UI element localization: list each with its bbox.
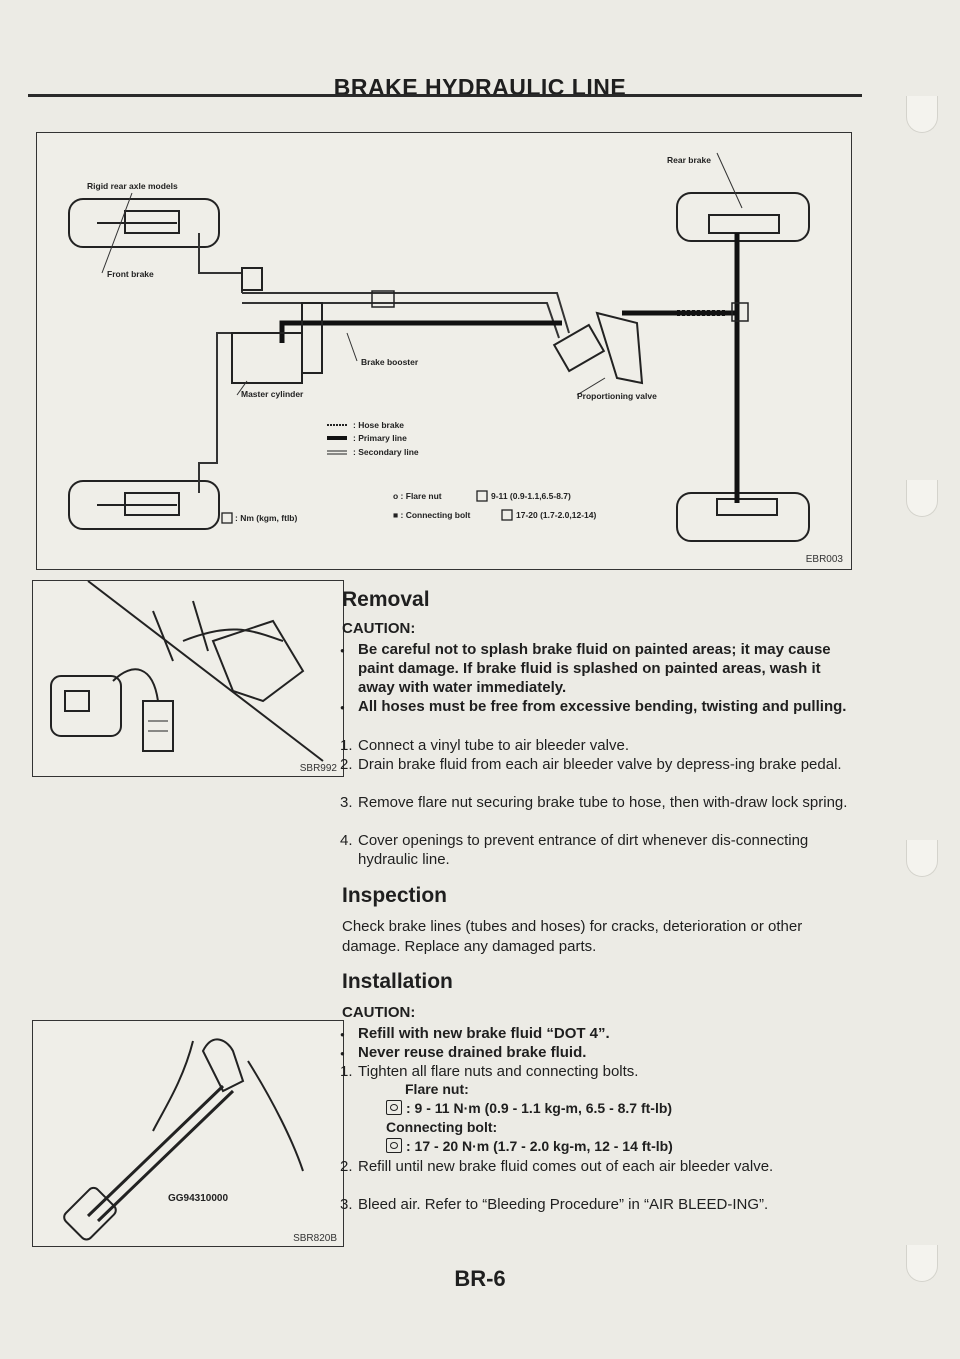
connecting-bolt-label: Connecting bolt: bbox=[386, 1119, 498, 1135]
flare-nut-label: Flare nut: bbox=[405, 1081, 469, 1097]
figure-code: EBR003 bbox=[805, 554, 843, 565]
removal-step: 2. Drain brake fluid from each air bleeder valve by depress-ing brake pedal. bbox=[340, 756, 842, 773]
removal-caution: CAUTION: bbox=[342, 620, 416, 637]
title-divider bbox=[28, 94, 862, 97]
tool-label: GG94310000 bbox=[168, 1193, 229, 1204]
brake-line-diagram bbox=[36, 132, 852, 570]
removal-bullet: ● Be careful not to splash brake fluid on painted areas; it may cause paint damage. If brake fluid is splashed on painted areas, wash it away with water immediately. bbox=[358, 640, 854, 697]
removal-step: 1. Connect a vinyl tube to air bleeder valve. bbox=[340, 737, 629, 754]
page-tab-marker bbox=[906, 96, 938, 133]
installation-bullet: ● Refill with new brake fluid “DOT 4”. bbox=[358, 1024, 854, 1043]
brake-line-drawing bbox=[37, 133, 851, 569]
inspection-text: Check brake lines (tubes and hoses) for cracks, deterioration or other damage. Replace any damaged parts. bbox=[342, 918, 803, 955]
legend-flare-nut: o : Flare nut bbox=[393, 491, 442, 501]
removal-step: 4. Cover openings to prevent entrance of dirt whenever dis-connecting hydraulic line. bbox=[340, 832, 809, 868]
label-proportioning-valve: Proportioning valve bbox=[577, 391, 657, 401]
installation-step: 1. Tighten all flare nuts and connecting bolts. bbox=[340, 1063, 639, 1080]
figure-code: SBR992 bbox=[299, 763, 337, 774]
figure-code: SBR820B bbox=[293, 1233, 337, 1244]
bleeder-illustration bbox=[32, 580, 344, 777]
removal-heading: Removal bbox=[342, 588, 430, 611]
installation-step: 2. Refill until new brake fluid comes out of each air bleeder valve. bbox=[340, 1158, 774, 1175]
torque-icon bbox=[386, 1138, 402, 1153]
flare-nut-spec: : 9 - 11 N·m (0.9 - 1.1 kg-m, 6.5 - 8.7 ft-lb) bbox=[386, 1100, 672, 1116]
installation-step: 3. Bleed air. Refer to “Bleeding Procedure” in “AIR BLEED-ING”. bbox=[340, 1196, 769, 1213]
page-title: BRAKE HYDRAULIC LINE bbox=[333, 74, 627, 100]
bleeder-drawing bbox=[33, 581, 343, 776]
label-rigid-rear: Rigid rear axle models bbox=[87, 181, 178, 191]
page-tab-marker bbox=[906, 480, 938, 517]
legend-primary: : Primary line bbox=[353, 433, 407, 443]
legend-secondary: : Secondary line bbox=[353, 447, 419, 457]
page-number: BR-6 bbox=[454, 1266, 506, 1291]
torque-icon bbox=[386, 1100, 402, 1115]
label-rear-brake: Rear brake bbox=[667, 155, 711, 165]
connecting-bolt-spec: : 17 - 20 N·m (1.7 - 2.0 kg-m, 12 - 14 ft-lb) bbox=[386, 1138, 673, 1154]
removal-step: 3. Remove flare nut securing brake tube to hose, then with-draw lock spring. bbox=[340, 794, 848, 811]
legend-flare-torque: 9-11 (0.9-1.1,6.5-8.7) bbox=[491, 491, 571, 501]
legend-bolt-torque: 17-20 (1.7-2.0,12-14) bbox=[516, 510, 597, 520]
installation-caution: CAUTION: bbox=[342, 1004, 416, 1021]
installation-heading: Installation bbox=[342, 970, 453, 993]
legend-connecting-bolt: ■ : Connecting bolt bbox=[393, 510, 471, 520]
wrench-illustration bbox=[32, 1020, 344, 1247]
label-front-brake: Front brake bbox=[107, 269, 154, 279]
wrench-drawing bbox=[33, 1021, 343, 1246]
removal-bullet: ● All hoses must be free from excessive bending, twisting and pulling. bbox=[358, 697, 854, 716]
page-tab-marker bbox=[906, 840, 938, 877]
label-brake-booster: Brake booster bbox=[361, 357, 419, 367]
legend-torque-units: : Nm (kgm, ftlb) bbox=[235, 513, 298, 523]
installation-bullet: ● Never reuse drained brake fluid. bbox=[358, 1043, 854, 1062]
label-master-cylinder: Master cylinder bbox=[241, 389, 304, 399]
inspection-heading: Inspection bbox=[342, 884, 448, 907]
legend-hose: : Hose brake bbox=[353, 420, 405, 430]
